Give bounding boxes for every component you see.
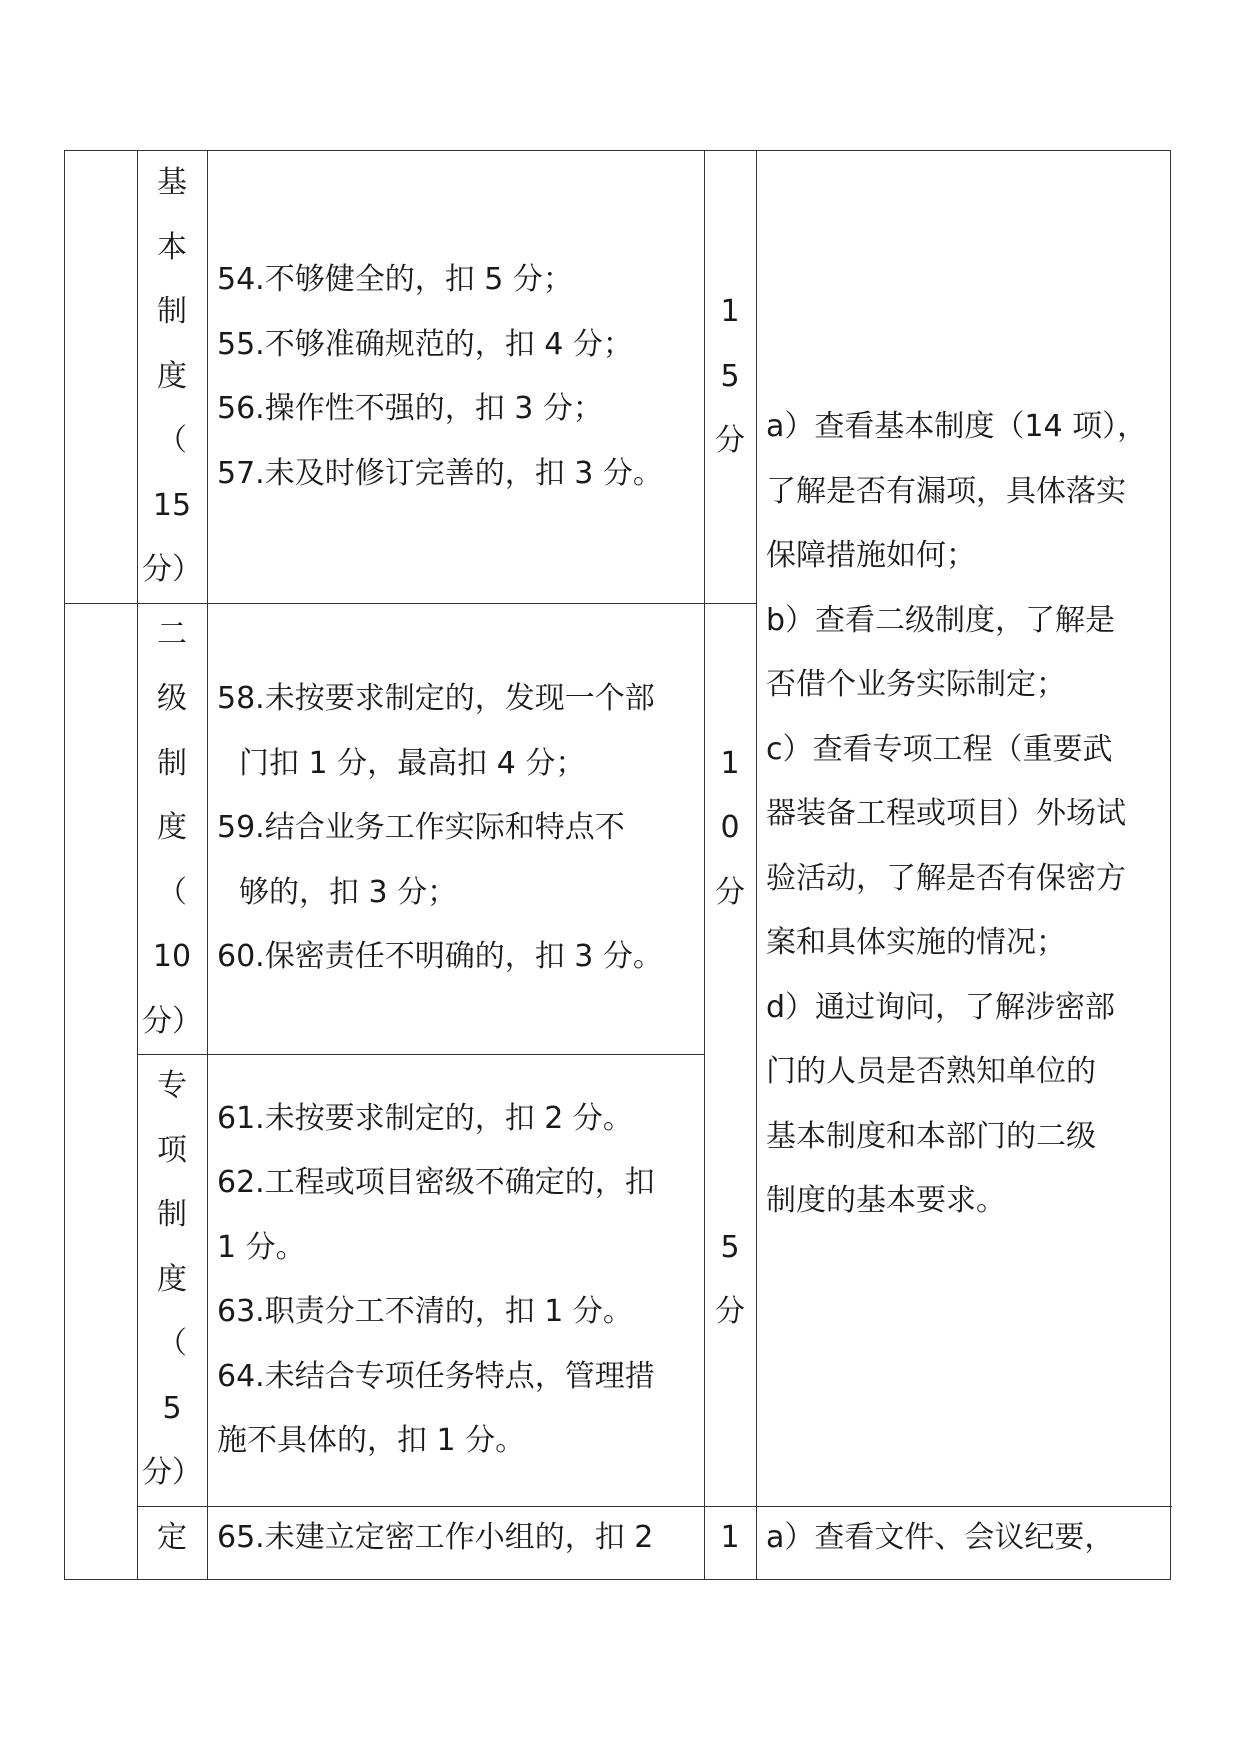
category-char: 定 (157, 1520, 187, 1555)
category-char: 分） (142, 1003, 202, 1039)
deduction-item: 56.操作性不强的，扣 3 分； (217, 391, 603, 426)
method-line: a）查看文件、会议纪要， (766, 1520, 1115, 1555)
category-char: 本 (157, 229, 187, 265)
category-cell-special-system (137, 1054, 207, 1506)
category-char: 10 (152, 939, 192, 975)
method-line: d）通过询问，了解涉密部 (766, 989, 1116, 1025)
score-char: 1 (720, 1520, 740, 1555)
check-method-cell (756, 395, 1172, 1395)
score-cell-classification (704, 1506, 756, 1579)
check-method-cell-classification (756, 1506, 1172, 1579)
deduction-item: 64.未结合专项任务特点，管理措 (217, 1358, 655, 1394)
deduction-item: 门扣 1 分，最高扣 4 分； (239, 745, 586, 781)
category-char: 级 (157, 681, 187, 717)
score-char: 1 (720, 294, 740, 330)
deduction-item: 58.未按要求制定的，发现一个部 (217, 681, 655, 717)
score-char: 0 (720, 810, 740, 846)
deduction-item: 施不具体的，扣 1 分。 (217, 1423, 526, 1458)
deduction-items-second-level-system (207, 603, 704, 1054)
category-char: （ (157, 874, 187, 910)
method-line: 验活动，了解是否有保密方 (766, 860, 1126, 896)
category-char: 度 (157, 810, 187, 846)
category-char: 专 (157, 1068, 187, 1104)
evaluation-table (64, 150, 1171, 1580)
deduction-item: 63.职责分工不清的，扣 1 分。 (217, 1294, 633, 1329)
category-char: 度 (157, 1261, 187, 1297)
category-char: 5 (162, 1390, 182, 1426)
category-char: 二 (157, 616, 187, 652)
category-char: 度 (157, 358, 187, 394)
deduction-items-basic-system (207, 151, 704, 603)
deduction-item: 59.结合业务工作实际和特点不 (217, 810, 625, 846)
score-char: 5 (720, 1229, 740, 1265)
method-line: a）查看基本制度（14 项）， (766, 409, 1148, 444)
method-line: 案和具体实施的情况； (766, 925, 1066, 960)
category-char: 基 (157, 165, 187, 201)
deduction-item: 61.未按要求制定的，扣 2 分。 (217, 1100, 633, 1136)
deduction-items-classification (207, 1506, 704, 1579)
category-cell-second-level-system (137, 603, 207, 1054)
deduction-item: 60.保密责任不明确的，扣 3 分。 (217, 939, 663, 975)
category-char: （ (157, 423, 187, 459)
score-cell-second-level-system (704, 603, 756, 1054)
deduction-item: 62.工程或项目密级不确定的，扣 (217, 1165, 655, 1200)
category-char: 项 (157, 1132, 187, 1168)
score-char: 5 (720, 358, 740, 394)
deduction-item: 65.未建立定密工作小组的，扣 2 (217, 1520, 654, 1555)
category-char: 分） (142, 1455, 202, 1491)
method-line: 制度的基本要求。 (766, 1183, 1006, 1218)
method-line: 器装备工程或项目）外场试 (766, 796, 1126, 831)
deduction-items-special-system (207, 1054, 704, 1506)
deduction-item: 57.未及时修订完善的，扣 3 分。 (217, 455, 663, 491)
category-cell-basic-system (137, 151, 207, 603)
method-line: 否借个业务实际制定； (766, 667, 1066, 702)
score-char: 分 (715, 874, 745, 910)
deduction-item: 1 分。 (217, 1229, 306, 1265)
score-cell-special-system (704, 1054, 756, 1506)
method-line: 保障措施如何； (766, 538, 976, 573)
category-char: （ (157, 1326, 187, 1362)
method-line: c）查看专项工程（重要武 (766, 731, 1113, 767)
deduction-item: 54.不够健全的，扣 5 分； (217, 262, 573, 297)
score-char: 分 (715, 423, 745, 459)
deduction-item: 够的，扣 3 分； (239, 874, 458, 910)
category-char: 制 (157, 294, 187, 330)
method-line: 门的人员是否熟知单位的 (766, 1054, 1096, 1089)
category-char: 15 (152, 487, 192, 523)
method-line: 基本制度和本部门的二级 (766, 1118, 1096, 1154)
method-line: b）查看二级制度，了解是 (766, 602, 1116, 638)
score-char: 分 (715, 1294, 745, 1329)
category-char: 制 (157, 1197, 187, 1233)
category-cell-classification (137, 1506, 207, 1579)
method-line: 了解是否有漏项，具体落实 (766, 473, 1126, 509)
category-char: 分） (142, 552, 202, 588)
category-char: 制 (157, 745, 187, 781)
score-cell-basic-system (704, 151, 756, 603)
deduction-item: 55.不够准确规范的，扣 4 分； (217, 326, 633, 362)
score-char: 1 (720, 745, 740, 781)
